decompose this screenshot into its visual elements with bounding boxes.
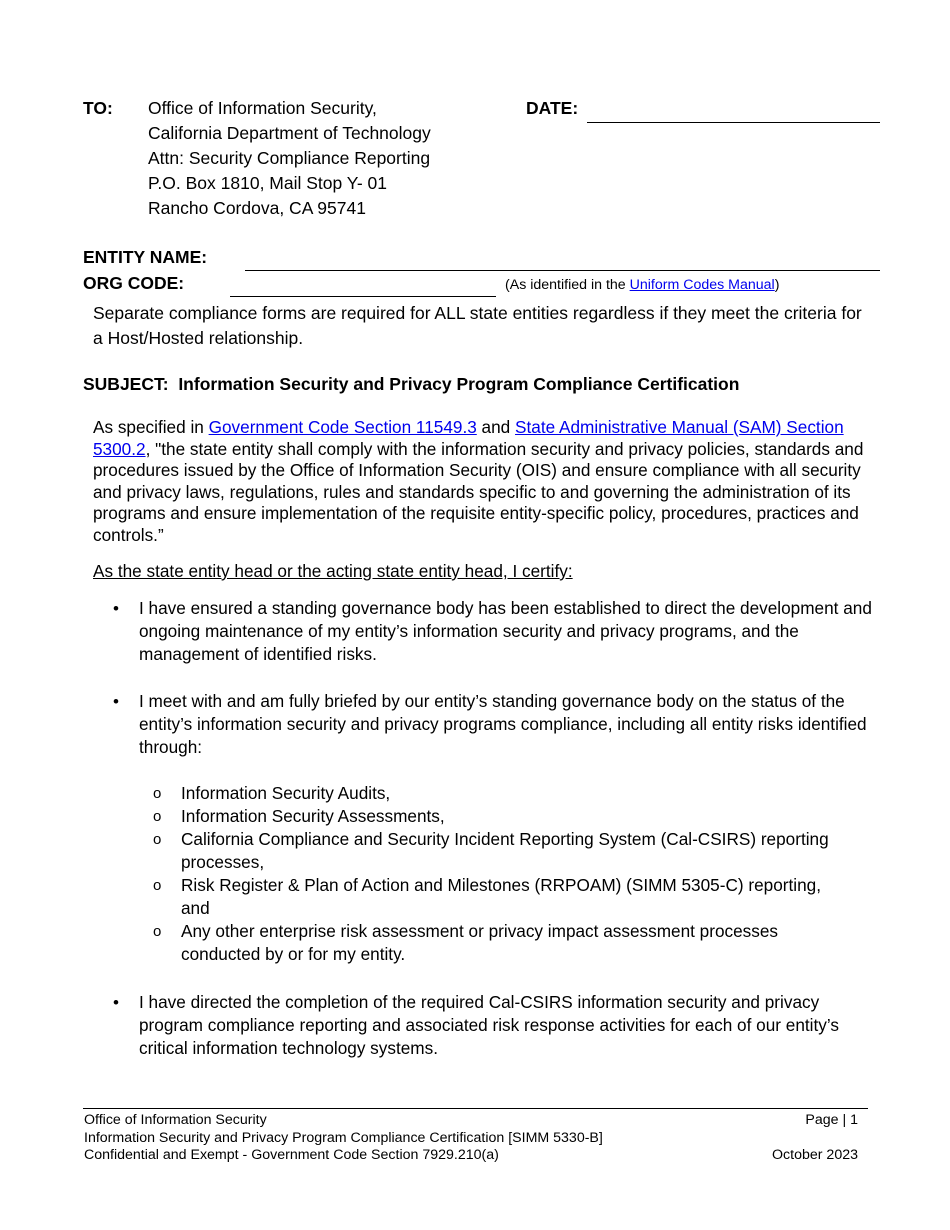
intro-rest: , "the state entity shall comply with the information security and privacy policies, standards and procedures issued by the Office of Information Security (OIS) and ensure compliance with all security and privacy laws, regulations, rules and standards specific to and governing the administration of its programs and ensure implementation of the requisite entity-specific policy, procedures, practices and controls.” bbox=[93, 438, 864, 545]
list-item bbox=[93, 690, 878, 759]
org-code-field-line[interactable] bbox=[230, 296, 496, 297]
address-line: Attn: Security Compliance Reporting bbox=[148, 148, 431, 168]
org-note-suffix: ) bbox=[774, 277, 780, 293]
address-line: P.O. Box 1810, Mail Stop Y- 01 bbox=[148, 173, 388, 193]
footer-office: Office of Information Security bbox=[84, 1112, 267, 1128]
entity-name-field-line[interactable] bbox=[245, 270, 880, 271]
subject-label: SUBJECT: bbox=[83, 374, 169, 394]
org-note-prefix: (As identified in the bbox=[505, 277, 630, 293]
to-label: TO: bbox=[83, 98, 113, 118]
risk-sources-list bbox=[93, 782, 853, 966]
subject-line bbox=[83, 372, 883, 397]
bullet-text: I have directed the completion of the required Cal-CSIRS information security and privacy program compliance reporting and associated risk response activities for each of our entity’s critical information technology systems. bbox=[139, 992, 839, 1058]
separate-forms-note: Separate compliance forms are required for ALL state entities regardless if they meet the criteria for a Host/Hosted relationship. bbox=[93, 303, 862, 348]
sub-bullet-text: Any other enterprise risk assessment or privacy impact assessment processes conducted by or for my entity. bbox=[181, 921, 779, 964]
circle-bullet-icon: o bbox=[153, 923, 162, 940]
list-item bbox=[93, 874, 853, 920]
footer-page-number: Page | 1 bbox=[805, 1112, 858, 1128]
sub-bullet-text: Risk Register & Plan of Action and Milestones (RRPOAM) (SIMM 5305-C) reporting, and bbox=[181, 875, 821, 918]
circle-bullet-icon: o bbox=[153, 808, 162, 825]
bullet-text: I have ensured a standing governance body has been established to direct the development and ongoing maintenance of my entity’s information security and privacy programs, and the management of identified risks. bbox=[139, 598, 872, 664]
date-field-line[interactable] bbox=[587, 122, 880, 123]
sub-bullet-text: Information Security Assessments, bbox=[181, 806, 445, 826]
certify-heading: As the state entity head or the acting state entity head, I certify: bbox=[93, 561, 573, 581]
list-item bbox=[93, 920, 853, 966]
sub-bullet-text: California Compliance and Security Incident Reporting System (Cal-CSIRS) reporting processes, bbox=[181, 829, 829, 872]
footer-confidential: Confidential and Exempt - Government Code Section 7929.210(a) bbox=[84, 1147, 499, 1163]
uniform-codes-manual-link[interactable]: Uniform Codes Manual bbox=[629, 277, 775, 293]
intro-paragraph bbox=[93, 417, 878, 546]
list-item bbox=[93, 805, 853, 828]
list-item bbox=[93, 597, 878, 666]
intro-prefix: As specified in bbox=[93, 417, 209, 437]
footer-date: October 2023 bbox=[772, 1147, 858, 1163]
footer-form-title: Information Security and Privacy Program Compliance Certification [SIMM 5330-B] bbox=[84, 1129, 603, 1146]
intro-middle: and bbox=[476, 417, 516, 437]
bullet-icon: • bbox=[113, 993, 119, 1012]
sam-section-link[interactable]: State Administrative Manual (SAM) Section 5300.2 bbox=[93, 417, 844, 459]
circle-bullet-icon: o bbox=[153, 831, 162, 848]
circle-bullet-icon: o bbox=[153, 785, 162, 802]
footer-divider bbox=[83, 1108, 868, 1109]
certification-bullet bbox=[93, 991, 878, 1060]
sub-bullet-text: Information Security Audits, bbox=[181, 783, 391, 803]
certification-bullet bbox=[93, 597, 878, 666]
org-code-note bbox=[505, 276, 779, 294]
entity-name-label: ENTITY NAME: bbox=[83, 247, 208, 267]
bullet-text: I meet with and am fully briefed by our entity’s standing governance body on the status of the entity’s information security and privacy programs compliance, including all entity risks identified through: bbox=[139, 691, 867, 757]
date-label: DATE: bbox=[526, 98, 579, 118]
address-line: Office of Information Security, bbox=[148, 98, 377, 118]
subject-text: Information Security and Privacy Program Compliance Certification bbox=[178, 374, 740, 394]
certification-bullet bbox=[93, 690, 878, 759]
address-line: California Department of Technology bbox=[148, 123, 431, 143]
government-code-link[interactable]: Government Code Section 11549.3 bbox=[208, 417, 477, 437]
bullet-icon: • bbox=[113, 692, 119, 711]
circle-bullet-icon: o bbox=[153, 877, 162, 894]
list-item bbox=[93, 828, 853, 874]
list-item bbox=[93, 991, 878, 1060]
address-block bbox=[148, 96, 508, 221]
footer-left bbox=[84, 1112, 684, 1165]
org-code-label: ORG CODE: bbox=[83, 273, 185, 293]
bullet-icon: • bbox=[113, 599, 119, 618]
list-item bbox=[93, 782, 853, 805]
address-line: Rancho Cordova, CA 95741 bbox=[148, 198, 366, 218]
